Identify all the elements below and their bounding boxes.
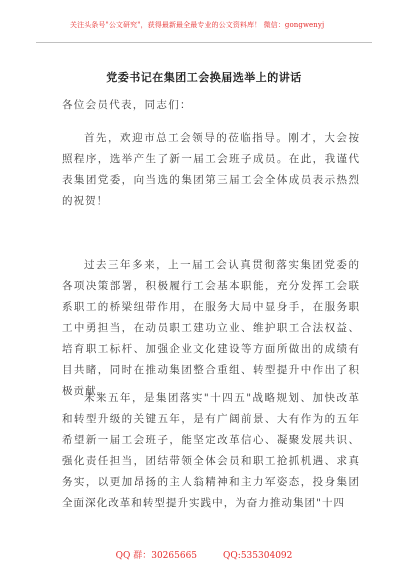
paragraph: 未来五年，是集团落实"十四五"战略规划、加快改革和转型升级的关键五年，是有广阔前景、大有作为的五年希望新一届工会班子，能坚定改革信心、凝聚发展共识、强化责任担当，团结带领全体会员和职工抢抓机遇、求真务实，以更加昂扬的主人翁精神和主力军姿态，投身集团全面深化改革和转型提升实践中，为奋力推动集团"十四 (62, 392, 360, 509)
header-notice: 关注头条号"公文研究"，获得最新最全最专业的公文资料库！ 微信：gongwenyj (70, 21, 325, 29)
paragraph: 过去三年多来，上一届工会认真贯彻落实集团党委的各项决策部署，积极履行工会基本职能，充分发挥工会联系职工的桥梁纽带作用，在服务大局中显身手，在服务职工中勇担当，在动员职工建功立业、维护职工合法权益、培育职工标杆、加强企业文化建设等方面所做出的成绩有目共睹，同时在推动集团整合重组、转型提升中作出了积极贡献。 (62, 259, 360, 397)
paragraph: 首先，欢迎市总工会领导的莅临指导。刚才，大会按照程序，选举产生了新一届工会班子成员。在此，我谨代表集团党委，向当选的集团第三届工会全体成员表示热烈的祝贺！ (62, 132, 360, 207)
footer-qq: QQ:535304092 (223, 551, 293, 561)
footer-qq-group: QQ 群：30265665 (115, 551, 198, 561)
document-title: 党委书记在集团工会换届选举上的讲话 (106, 71, 302, 84)
footer-contact (0, 548, 408, 561)
salutation: 各位会员代表，同志们： (62, 99, 192, 111)
header-divider (36, 42, 372, 43)
